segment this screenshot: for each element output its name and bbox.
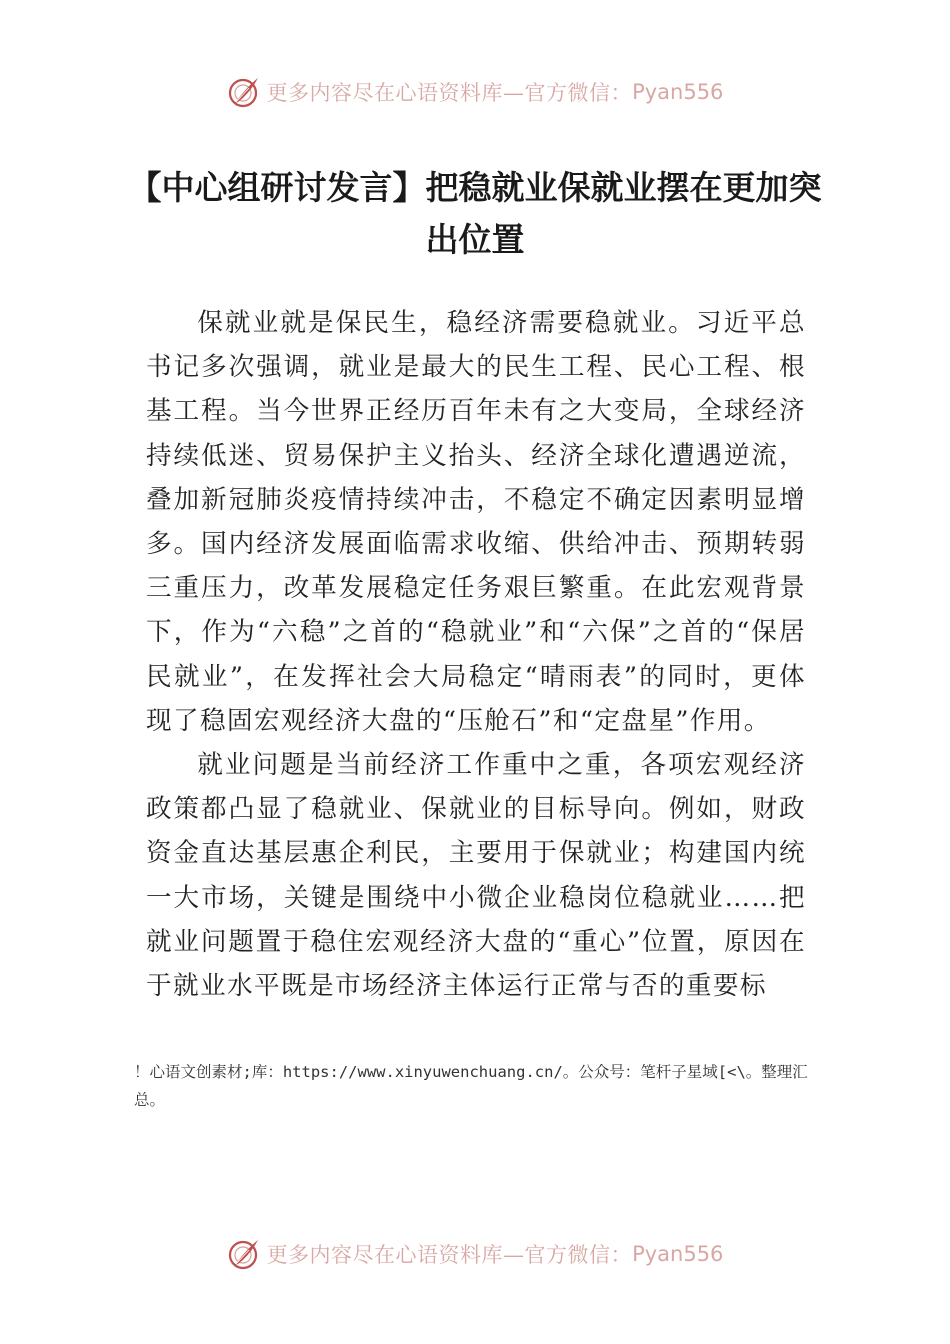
paragraph-2: 就业问题是当前经济工作重中之重，各项宏观经济政策都凸显了稳就业、保就业的目标导向。例如，财政资金直达基层惠企利民，主要用于保就业；构建国内统一大市场，关键是围绕中小微企业稳岗位稳就业……把就业问题置于稳住宏观经济大盘的“重心”位置，原因在于就业水平既是市场经济主体运行正常与否的重要标	[146, 750, 806, 1002]
footer-banner-wechat-id: Pyan556	[632, 1242, 724, 1266]
quill-pen-logo-icon	[227, 1237, 261, 1271]
quill-pen-logo-icon	[227, 75, 261, 109]
paragraph-1: 保就业就是保民生，稳经济需要稳就业。习近平总书记多次强调，就业是最大的民生工程、民心工程、根基工程。当今世界正经历百年未有之大变局，全球经济持续低迷、贸易保护主义抬头、经济全球化遭遇逆流，叠加新冠肺炎疫情持续冲击，不稳定不确定因素明显增多。国内经济发展面临需求收缩、供给冲击、预期转弱三重压力，改革发展稳定任务艰巨繁重。在此宏观背景下，作为“六稳”之首的“稳就业”和“六保”之首的“保居民就业”，在发挥社会大局稳定“晴雨表”的同时，更体现了稳固宏观经济大盘的“压舱石”和“定盘星”作用。	[146, 308, 806, 736]
header-banner-text: 更多内容尽在心语资料库—官方微信：	[266, 81, 633, 105]
header-banner	[0, 72, 950, 112]
header-banner-wechat-id: Pyan556	[632, 80, 724, 104]
footer-banner-text: 更多内容尽在心语资料库—官方微信：	[266, 1243, 633, 1267]
document-title: 【中心组研讨发言】把稳就业保就业摆在更加突出位置	[128, 168, 822, 259]
footer-banner	[0, 1234, 950, 1274]
document-body	[146, 301, 806, 1046]
source-footnote: ！心语文创素材;库：https://www.xinyuwenchuang.cn/。公众号：笔杆子星域[<\。整理汇总。	[134, 1063, 808, 1109]
